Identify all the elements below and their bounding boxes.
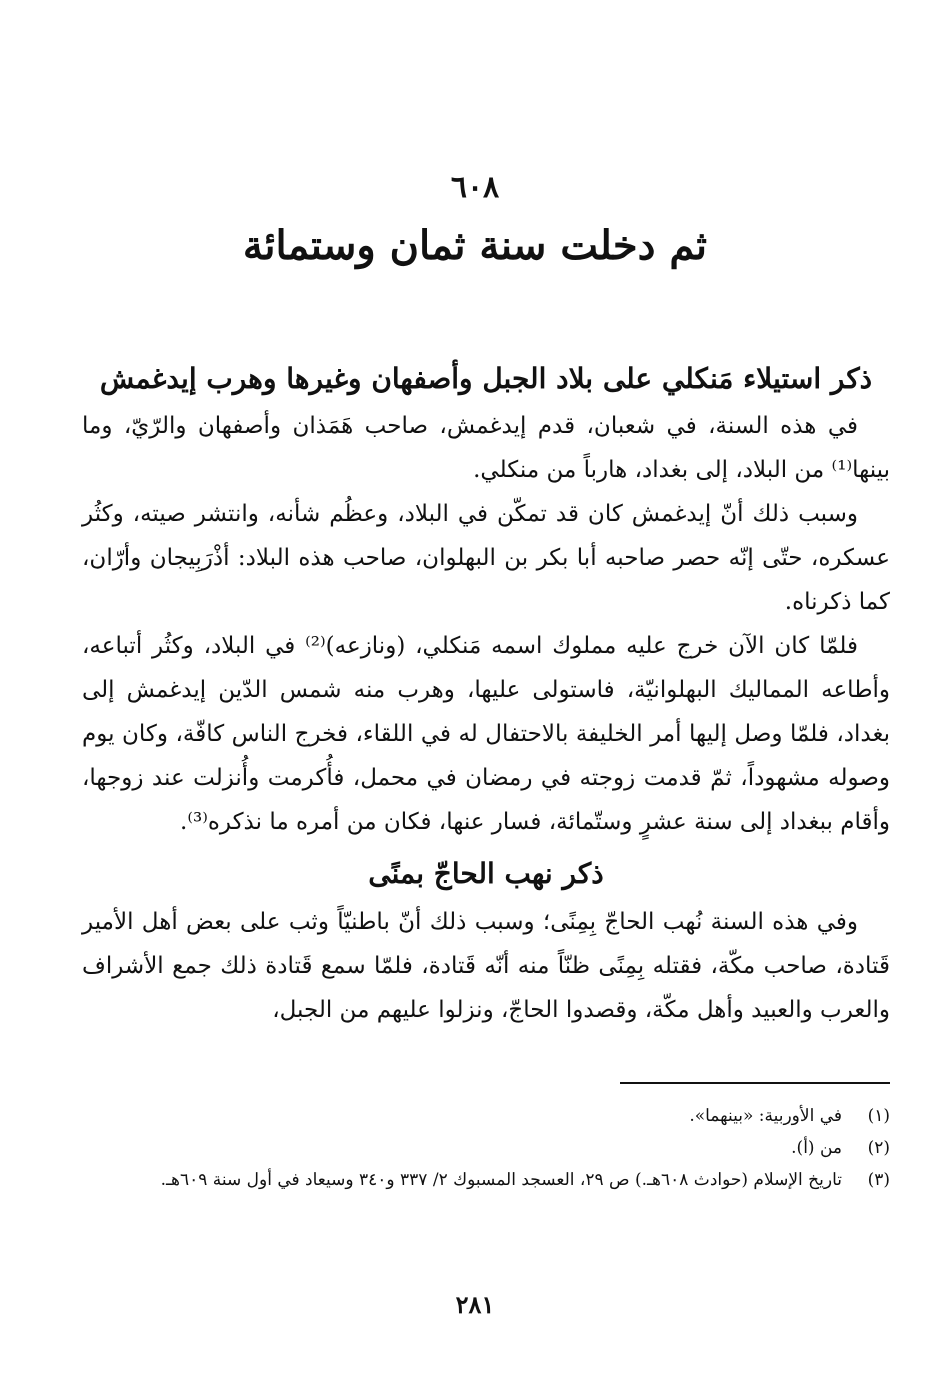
footnote-number: (٢) [867,1138,890,1158]
footnote-text: في الأوربية: «بينهما». [689,1106,842,1126]
footnote-separator [620,1082,890,1084]
chapter-title: ثم دخلت سنة ثمان وستمائة [242,222,708,269]
year-number: ٦٠٨ [450,170,500,205]
page-number: ٢٨١ [455,1290,495,1319]
footnote-text: تاريخ الإسلام (حوادث ٦٠٨هـ.) ص ٢٩، العسجد المسبوك ٢/ ٣٣٧ و٣٤٠ وسيعاد في أول سنة ٦٠٩هـ. [160,1170,842,1190]
footnote [82,1100,890,1132]
footnote [82,1132,890,1164]
section-heading-mankali: ذكر استيلاء مَنكلي على بلاد الجبل وأصفهان وغيرها وهرب إيدغمش [99,362,873,395]
paragraph: وفي هذه السنة نُهب الحاجّ بِمِنًى؛ وسبب ذلك أنّ باطنيّاً وثب على بعض أهل الأمير قَتادة، صاحب مكّة، فقتله بِمِنًى ظنّاً منه أنّه قَتادة، فلمّا سمع قَتادة ذلك جمع الأشراف والعرب والعبيد وأهل مكّة، وقصدوا الحاجّ، ونزلوا عليهم من الجبل، [82,909,890,1023]
footnote-text: من (أ). [791,1138,842,1158]
footnote [82,1164,890,1196]
footnotes [82,1100,890,1196]
paragraph: وسبب ذلك أنّ إيدغمش كان قد تمكّن في البلاد، وعظُم شأنه، وانتشر صيته، وكثُر عسكره، حتّى إنّه حصر صاحبه أبا بكر بن البهلوان، صاحب هذه البلاد: أذْرَبِيجان وأرّان، كما ذكرناه. [82,501,890,615]
footnote-number: (٣) [867,1170,890,1190]
paragraph: في هذه السنة، في شعبان، قدم إيدغمش، صاحب هَمَذان وأصفهان والرّيّ، وما بينها⁽¹⁾ من البلاد، إلى بغداد، هارباً من منكلي. [82,413,890,483]
section-heading-hajj: ذكر نهب الحاجّ بمنًى [368,857,604,890]
footnote-number: (١) [867,1106,890,1126]
paragraph: فلمّا كان الآن خرج عليه مملوك اسمه مَنكلي، (ونازعه)⁽²⁾ في البلاد، وكثُر أتباعه، وأطاعه المماليك البهلوانيّة، فاستولى عليها، وهرب منه شمس الدّين إيدغمش إلى بغداد، فلمّا وصل إليها أمر الخليفة بالاحتفال له في اللقاء، فخرج الناس كافّة، وكان يوم وصوله مشهوداً، ثمّ قدمت زوجته في رمضان في محمل، فأُكرمت وأُنزلت عند زوجها، وأقام ببغداد إلى سنة عشرٍ وستّمائة، فسار عنها، فكان من أمره ما نذكره⁽³⁾. [82,633,890,835]
main-text [82,354,890,1032]
